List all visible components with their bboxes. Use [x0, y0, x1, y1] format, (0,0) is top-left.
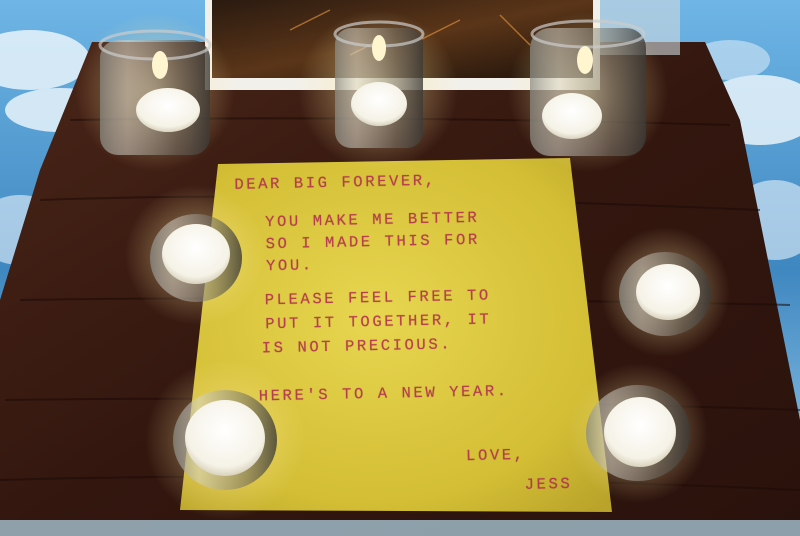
tealight-candle-mid-left	[150, 214, 242, 302]
letter-line-7: HERE'S TO A NEW YEAR.	[258, 382, 509, 406]
letter-line-5: PUT IT TOGETHER, IT	[265, 310, 492, 334]
tealight-candle-mid-right	[619, 252, 711, 336]
letter-line-3: YOU.	[265, 256, 314, 276]
votive-candle-back-center	[335, 22, 423, 148]
votive-candle-back-right	[530, 21, 646, 156]
votive-candle-back-left	[100, 31, 210, 155]
tealight-candle-front-right	[586, 385, 690, 481]
letter-signoff: LOVE,	[465, 445, 526, 466]
letter-greeting: DEAR BIG FOREVER,	[234, 171, 437, 194]
letter-line-1: YOU MAKE ME BETTER	[264, 208, 480, 232]
letter-text	[228, 160, 595, 507]
letter-line-6: IS NOT PRECIOUS.	[261, 335, 453, 358]
letter-line-4: PLEASE FEEL FREE TO	[264, 286, 492, 310]
letter-signature: JESS	[524, 474, 573, 494]
table-edge	[0, 520, 800, 536]
letter-line-2: SO I MADE THIS FOR	[265, 230, 480, 254]
